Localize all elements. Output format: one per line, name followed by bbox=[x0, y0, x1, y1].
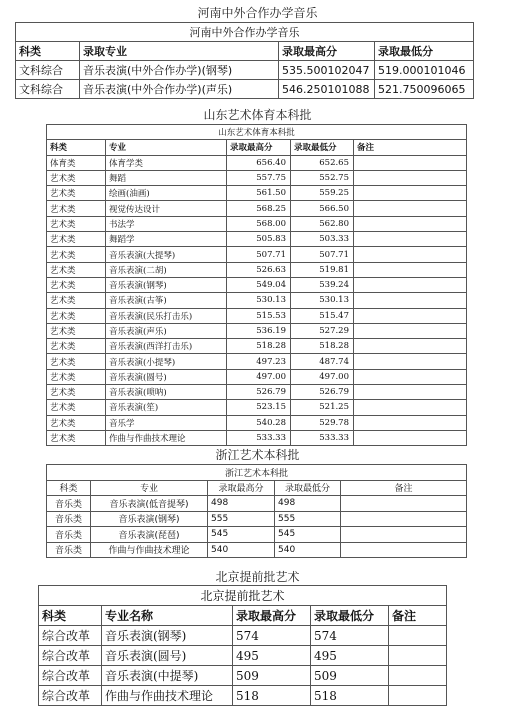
table-cell: 530.13 bbox=[291, 293, 354, 308]
header-cell: 专业 bbox=[106, 140, 227, 155]
table-cell: 音乐表演(小提琴) bbox=[106, 354, 227, 369]
table-cell: 综合改革 bbox=[39, 686, 102, 706]
table-cell: 509 bbox=[311, 666, 389, 686]
henan-table bbox=[15, 22, 474, 99]
table-cell: 音乐表演(唢呐) bbox=[106, 385, 227, 400]
header-cell: 录取专业 bbox=[80, 42, 279, 61]
table-row bbox=[47, 527, 467, 543]
table-row bbox=[47, 542, 467, 558]
table-cell: 540.28 bbox=[227, 415, 291, 430]
table-cell: 505.83 bbox=[227, 232, 291, 247]
table-row bbox=[47, 155, 467, 170]
table-cell: 艺术类 bbox=[47, 277, 106, 292]
table-cell: 497.23 bbox=[227, 354, 291, 369]
table-cell: 533.33 bbox=[291, 430, 354, 445]
table-cell bbox=[354, 308, 467, 323]
table-cell bbox=[389, 646, 447, 666]
header-cell: 录取最高分 bbox=[233, 606, 311, 626]
table-cell: 音乐表演(古筝) bbox=[106, 293, 227, 308]
table-cell: 艺术类 bbox=[47, 293, 106, 308]
table-cell: 音乐表演(琵琶) bbox=[91, 527, 208, 543]
table-row bbox=[47, 496, 467, 512]
table-cell: 557.75 bbox=[227, 170, 291, 185]
table-cell: 音乐表演(大提琴) bbox=[106, 247, 227, 262]
table-cell: 作曲与作曲技术理论 bbox=[91, 542, 208, 558]
shandong-table-caption: 山东艺术体育本科批 bbox=[47, 125, 467, 140]
table-cell: 495 bbox=[311, 646, 389, 666]
table-cell: 518.28 bbox=[227, 339, 291, 354]
header-cell: 科类 bbox=[47, 480, 91, 496]
beijing-table bbox=[38, 585, 447, 706]
table-cell: 音乐表演(低音提琴) bbox=[91, 496, 208, 512]
table-cell: 545 bbox=[275, 527, 341, 543]
table-cell bbox=[354, 430, 467, 445]
table-row bbox=[39, 686, 447, 706]
table-row bbox=[47, 186, 467, 201]
table-cell bbox=[354, 400, 467, 415]
table-row bbox=[47, 232, 467, 247]
header-cell: 科类 bbox=[16, 42, 80, 61]
header-cell: 录取最高分 bbox=[208, 480, 275, 496]
header-cell: 科类 bbox=[39, 606, 102, 626]
table-cell: 艺术类 bbox=[47, 216, 106, 231]
table-cell bbox=[341, 511, 467, 527]
table-cell: 综合改革 bbox=[39, 646, 102, 666]
header-cell: 专业 bbox=[91, 480, 208, 496]
zhejiang-table-caption: 浙江艺术本科批 bbox=[47, 465, 467, 481]
zhejiang-header-row bbox=[47, 480, 467, 496]
header-cell: 录取最低分 bbox=[291, 140, 354, 155]
table-cell: 540 bbox=[208, 542, 275, 558]
table-cell: 艺术类 bbox=[47, 339, 106, 354]
table-cell: 526.79 bbox=[227, 385, 291, 400]
table-cell: 艺术类 bbox=[47, 415, 106, 430]
table-row bbox=[47, 339, 467, 354]
table-cell: 487.74 bbox=[291, 354, 354, 369]
table-cell: 530.13 bbox=[227, 293, 291, 308]
table-cell: 书法学 bbox=[106, 216, 227, 231]
table-row bbox=[47, 415, 467, 430]
henan-section-title: 河南中外合作办学音乐 bbox=[197, 6, 318, 20]
table-cell: 574 bbox=[233, 626, 311, 646]
table-cell: 音乐表演(中外合作办学)(钢琴) bbox=[80, 61, 279, 80]
table-row bbox=[47, 400, 467, 415]
table-cell bbox=[354, 216, 467, 231]
beijing-section-title: 北京提前批艺术 bbox=[215, 570, 300, 584]
table-cell: 体育类 bbox=[47, 155, 106, 170]
table-row bbox=[47, 308, 467, 323]
table-cell: 519.81 bbox=[291, 262, 354, 277]
henan-table-caption: 河南中外合作办学音乐 bbox=[16, 23, 474, 42]
table-cell: 音乐表演(西洋打击乐) bbox=[106, 339, 227, 354]
table-cell: 503.33 bbox=[291, 232, 354, 247]
table-cell bbox=[354, 155, 467, 170]
table-row bbox=[47, 430, 467, 445]
table-cell: 507.71 bbox=[227, 247, 291, 262]
table-cell: 552.75 bbox=[291, 170, 354, 185]
table-row bbox=[47, 216, 467, 231]
table-cell: 533.33 bbox=[227, 430, 291, 445]
table-cell: 518 bbox=[233, 686, 311, 706]
table-cell: 音乐类 bbox=[47, 542, 91, 558]
table-cell bbox=[354, 385, 467, 400]
zhejiang-section-title: 浙江艺术本科批 bbox=[215, 448, 300, 462]
header-cell: 录取最低分 bbox=[311, 606, 389, 626]
header-cell: 录取最高分 bbox=[227, 140, 291, 155]
table-cell: 艺术类 bbox=[47, 262, 106, 277]
table-cell: 综合改革 bbox=[39, 626, 102, 646]
table-cell: 舞蹈 bbox=[106, 170, 227, 185]
table-cell: 519.000101046 bbox=[375, 61, 474, 80]
henan-header-row bbox=[16, 42, 474, 61]
table-row bbox=[47, 511, 467, 527]
table-cell: 作曲与作曲技术理论 bbox=[102, 686, 233, 706]
table-cell bbox=[354, 247, 467, 262]
header-cell: 录取最高分 bbox=[279, 42, 375, 61]
table-cell: 509 bbox=[233, 666, 311, 686]
table-cell: 523.15 bbox=[227, 400, 291, 415]
table-cell: 566.50 bbox=[291, 201, 354, 216]
table-cell: 498 bbox=[208, 496, 275, 512]
table-cell: 艺术类 bbox=[47, 430, 106, 445]
table-row bbox=[47, 201, 467, 216]
table-cell: 视觉传达设计 bbox=[106, 201, 227, 216]
table-cell: 音乐表演(钢琴) bbox=[102, 626, 233, 646]
table-cell: 561.50 bbox=[227, 186, 291, 201]
shandong-table bbox=[46, 124, 467, 446]
table-cell: 526.79 bbox=[291, 385, 354, 400]
table-cell: 540 bbox=[275, 542, 341, 558]
table-cell: 音乐表演(二胡) bbox=[106, 262, 227, 277]
header-cell: 备注 bbox=[341, 480, 467, 496]
table-cell bbox=[354, 186, 467, 201]
table-cell: 507.71 bbox=[291, 247, 354, 262]
table-cell: 539.24 bbox=[291, 277, 354, 292]
beijing-header-row bbox=[39, 606, 447, 626]
table-cell: 529.78 bbox=[291, 415, 354, 430]
table-row bbox=[47, 323, 467, 338]
table-cell: 文科综合 bbox=[16, 61, 80, 80]
table-cell: 574 bbox=[311, 626, 389, 646]
table-cell: 艺术类 bbox=[47, 170, 106, 185]
table-row bbox=[16, 61, 474, 80]
table-cell: 体育学类 bbox=[106, 155, 227, 170]
table-cell: 562.80 bbox=[291, 216, 354, 231]
table-cell bbox=[389, 626, 447, 646]
table-cell: 艺术类 bbox=[47, 354, 106, 369]
table-cell: 521.25 bbox=[291, 400, 354, 415]
header-cell: 专业名称 bbox=[102, 606, 233, 626]
table-row bbox=[47, 247, 467, 262]
beijing-table-caption: 北京提前批艺术 bbox=[39, 586, 447, 606]
table-cell: 568.25 bbox=[227, 201, 291, 216]
header-cell: 科类 bbox=[47, 140, 106, 155]
table-cell: 音乐表演(笙) bbox=[106, 400, 227, 415]
table-cell: 495 bbox=[233, 646, 311, 666]
table-cell bbox=[341, 527, 467, 543]
table-cell: 艺术类 bbox=[47, 385, 106, 400]
table-cell bbox=[354, 232, 467, 247]
table-row bbox=[47, 293, 467, 308]
table-cell: 作曲与作曲技术理论 bbox=[106, 430, 227, 445]
table-cell: 555 bbox=[275, 511, 341, 527]
table-cell bbox=[354, 170, 467, 185]
table-row bbox=[47, 385, 467, 400]
table-row bbox=[39, 666, 447, 686]
shandong-header-row bbox=[47, 140, 467, 155]
table-cell bbox=[354, 339, 467, 354]
header-cell: 备注 bbox=[389, 606, 447, 626]
table-cell: 497.00 bbox=[291, 369, 354, 384]
table-cell: 545 bbox=[208, 527, 275, 543]
table-cell: 568.00 bbox=[227, 216, 291, 231]
table-cell: 536.19 bbox=[227, 323, 291, 338]
table-cell bbox=[354, 354, 467, 369]
table-cell: 656.40 bbox=[227, 155, 291, 170]
table-cell: 音乐表演(中外合作办学)(声乐) bbox=[80, 80, 279, 99]
table-cell bbox=[354, 323, 467, 338]
table-cell: 音乐类 bbox=[47, 527, 91, 543]
table-cell: 音乐表演(民乐打击乐) bbox=[106, 308, 227, 323]
table-cell: 549.04 bbox=[227, 277, 291, 292]
table-cell: 音乐表演(圆号) bbox=[102, 646, 233, 666]
shandong-section-title: 山东艺术体育本科批 bbox=[203, 108, 312, 122]
table-cell bbox=[354, 262, 467, 277]
table-cell bbox=[354, 201, 467, 216]
table-cell: 527.29 bbox=[291, 323, 354, 338]
table-cell: 555 bbox=[208, 511, 275, 527]
table-cell: 音乐类 bbox=[47, 511, 91, 527]
table-cell: 音乐表演(声乐) bbox=[106, 323, 227, 338]
table-cell: 497.00 bbox=[227, 369, 291, 384]
table-row bbox=[39, 626, 447, 646]
table-cell: 535.500102047 bbox=[279, 61, 375, 80]
table-row bbox=[47, 262, 467, 277]
table-cell: 艺术类 bbox=[47, 201, 106, 216]
table-cell: 绘画(油画) bbox=[106, 186, 227, 201]
table-cell bbox=[354, 293, 467, 308]
table-cell: 515.47 bbox=[291, 308, 354, 323]
table-cell bbox=[341, 496, 467, 512]
table-cell: 艺术类 bbox=[47, 369, 106, 384]
table-cell bbox=[354, 415, 467, 430]
table-cell: 音乐表演(圆号) bbox=[106, 369, 227, 384]
table-cell: 舞蹈学 bbox=[106, 232, 227, 247]
table-cell: 559.25 bbox=[291, 186, 354, 201]
table-cell: 艺术类 bbox=[47, 232, 106, 247]
table-cell: 文科综合 bbox=[16, 80, 80, 99]
table-row bbox=[47, 170, 467, 185]
table-cell bbox=[341, 542, 467, 558]
table-cell: 521.750096065 bbox=[375, 80, 474, 99]
table-row bbox=[47, 369, 467, 384]
table-row bbox=[16, 80, 474, 99]
table-cell: 音乐表演(钢琴) bbox=[91, 511, 208, 527]
table-row bbox=[39, 646, 447, 666]
table-cell bbox=[389, 686, 447, 706]
table-cell: 652.65 bbox=[291, 155, 354, 170]
table-cell: 音乐学 bbox=[106, 415, 227, 430]
table-cell: 艺术类 bbox=[47, 308, 106, 323]
table-row bbox=[47, 354, 467, 369]
table-cell: 艺术类 bbox=[47, 247, 106, 262]
table-cell: 526.63 bbox=[227, 262, 291, 277]
table-cell: 音乐表演(钢琴) bbox=[106, 277, 227, 292]
table-cell: 综合改革 bbox=[39, 666, 102, 686]
header-cell: 录取最低分 bbox=[275, 480, 341, 496]
table-cell: 音乐类 bbox=[47, 496, 91, 512]
zhejiang-table bbox=[46, 464, 467, 558]
table-cell bbox=[389, 666, 447, 686]
table-cell: 518 bbox=[311, 686, 389, 706]
table-cell bbox=[354, 277, 467, 292]
table-cell: 515.53 bbox=[227, 308, 291, 323]
table-cell: 音乐表演(中提琴) bbox=[102, 666, 233, 686]
header-cell: 备注 bbox=[354, 140, 467, 155]
table-row bbox=[47, 277, 467, 292]
table-cell: 546.250101088 bbox=[279, 80, 375, 99]
table-cell: 艺术类 bbox=[47, 400, 106, 415]
table-cell: 艺术类 bbox=[47, 323, 106, 338]
table-cell bbox=[354, 369, 467, 384]
table-cell: 艺术类 bbox=[47, 186, 106, 201]
table-cell: 498 bbox=[275, 496, 341, 512]
header-cell: 录取最低分 bbox=[375, 42, 474, 61]
table-cell: 518.28 bbox=[291, 339, 354, 354]
